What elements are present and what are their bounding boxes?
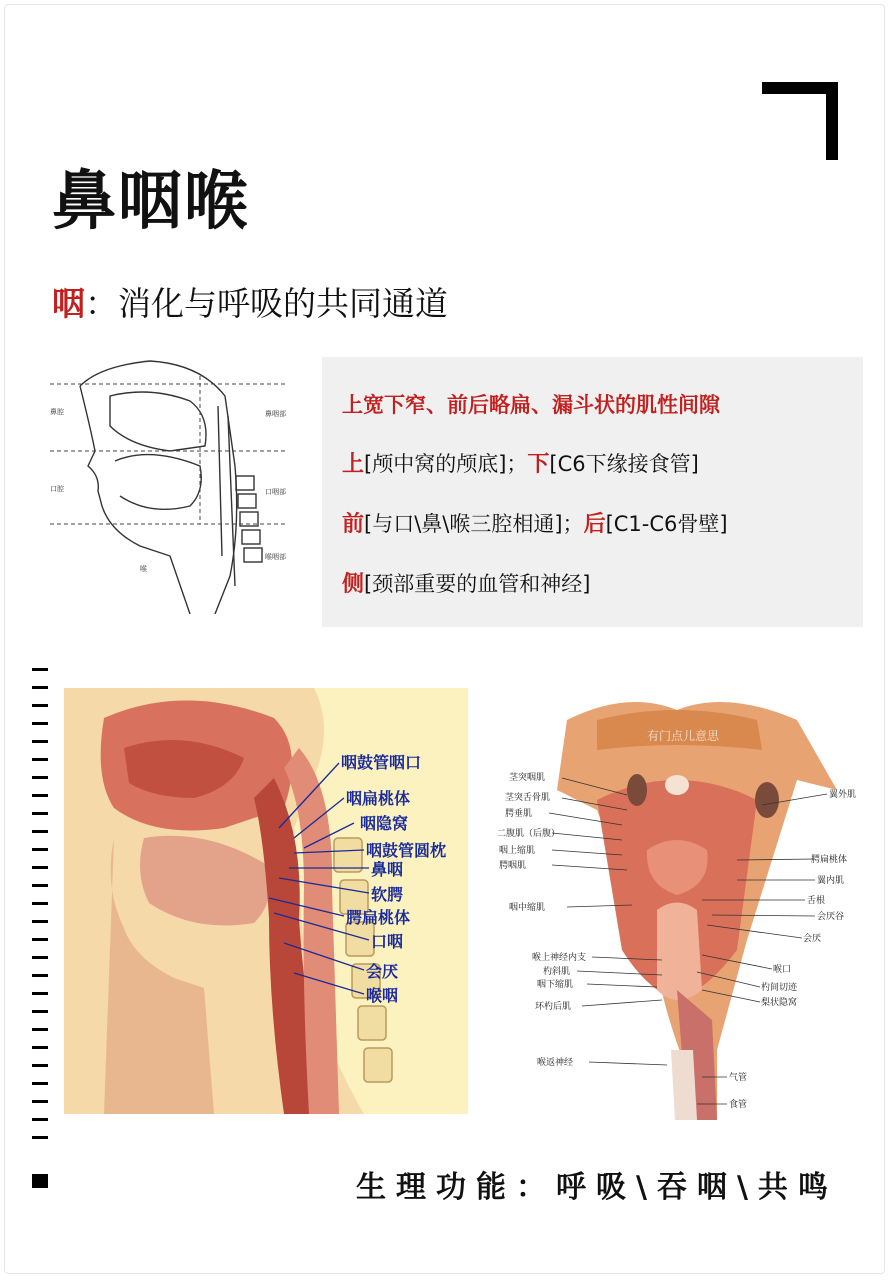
d3-right-6: 喉口 [773, 965, 792, 975]
d3-right-5: 会厌 [803, 934, 822, 944]
d3-left-8: 杓斜肌 [543, 967, 571, 977]
d3-left-5: 腭咽肌 [499, 861, 527, 871]
d1-label-oral-cavity: 口腔 [50, 485, 64, 493]
d3-left-2: 腭垂肌 [505, 809, 533, 819]
footer-function-text: 生理功能：呼吸\吞咽\共鸣 [356, 1170, 838, 1205]
d3-left-10: 环杓后肌 [535, 1002, 572, 1012]
d3-right-8: 梨状隐窝 [761, 998, 798, 1008]
info-text-front: [与口\鼻\喉三腔相通]； [364, 512, 584, 536]
d3-right-10: 食管 [729, 1100, 748, 1110]
d1-label-oropharynx: 口咽部 [265, 488, 286, 496]
d3-left-1: 茎突舌骨肌 [505, 793, 551, 803]
d2-label-0: 咽鼓管咽口 [341, 753, 422, 772]
d2-label-1: 咽扁桃体 [346, 789, 411, 808]
d2-label-9: 喉咽 [366, 986, 399, 1005]
d2-label-4: 鼻咽 [371, 860, 404, 879]
d2-label-5: 软腭 [371, 885, 404, 904]
subtitle-text: ：消化与呼吸的共同通道 [85, 284, 448, 323]
d1-label-larynx: 喉 [140, 565, 147, 573]
d1-label-nasal-cavity: 鼻腔 [50, 408, 64, 416]
d3-left-7: 喉上神经内支 [532, 953, 587, 963]
d2-label-2: 咽隐窝 [360, 814, 409, 833]
d3-right-7: 杓间切迹 [761, 983, 798, 993]
pharynx-muscle-posterior-diagram [497, 690, 861, 1120]
d3-right-2: 翼内肌 [817, 876, 845, 886]
d3-right-3: 舌根 [807, 896, 826, 906]
d3-left-11: 喉返神经 [537, 1058, 574, 1068]
d3-right-4: 会厌谷 [817, 912, 845, 922]
info-text-side: [颈部重要的血管和神经] [364, 572, 591, 596]
d3-left-4: 咽上缩肌 [499, 846, 536, 856]
info-key-top: 上 [342, 452, 365, 477]
d2-label-8: 会厌 [366, 962, 399, 981]
info-line-top-bottom [342, 454, 843, 476]
d2-label-6: 腭扁桃体 [346, 908, 411, 927]
info-headline: 上宽下窄、前后略扁、漏斗状的肌性间隙 [342, 393, 720, 417]
subtitle-key: 咽 [52, 284, 85, 323]
info-key-side: 侧 [342, 572, 365, 597]
d3-left-0: 茎突咽肌 [509, 773, 546, 783]
info-text-back: [C1-C6骨壁] [605, 512, 728, 536]
info-line-front-back [342, 514, 843, 536]
d1-label-nasopharynx: 鼻咽部 [265, 410, 286, 418]
d1-label-laryngopharynx: 喉咽部 [265, 553, 286, 561]
info-line-side [342, 574, 843, 596]
info-text-top: [颅中窝的颅底]； [364, 452, 528, 476]
d2-label-7: 口咽 [371, 932, 404, 951]
info-key-bottom: 下 [527, 452, 550, 477]
d3-right-1: 腭扁桃体 [811, 855, 848, 865]
d2-label-3: 咽鼓管圆枕 [366, 841, 447, 860]
subtitle [52, 284, 448, 324]
d3-right-0: 翼外肌 [829, 790, 857, 800]
info-key-front: 前 [342, 512, 365, 537]
info-box [322, 357, 863, 627]
decorative-dash-column [32, 668, 50, 1188]
sagittal-section-diagram [64, 688, 468, 1114]
pharynx-line-diagram [40, 356, 310, 614]
page-title: 鼻咽喉 [52, 165, 250, 239]
d3-right-9: 气管 [729, 1073, 748, 1083]
info-key-back: 后 [583, 512, 606, 537]
d3-left-6: 咽中缩肌 [509, 903, 546, 913]
watermark-text: 有门点儿意思 [647, 729, 720, 743]
d3-left-9: 咽下缩肌 [537, 980, 574, 990]
corner-bracket-icon [762, 82, 838, 160]
info-text-bottom: [C6下缘接食管] [549, 452, 699, 476]
d3-left-3: 二腹肌（后腹） [497, 829, 561, 839]
